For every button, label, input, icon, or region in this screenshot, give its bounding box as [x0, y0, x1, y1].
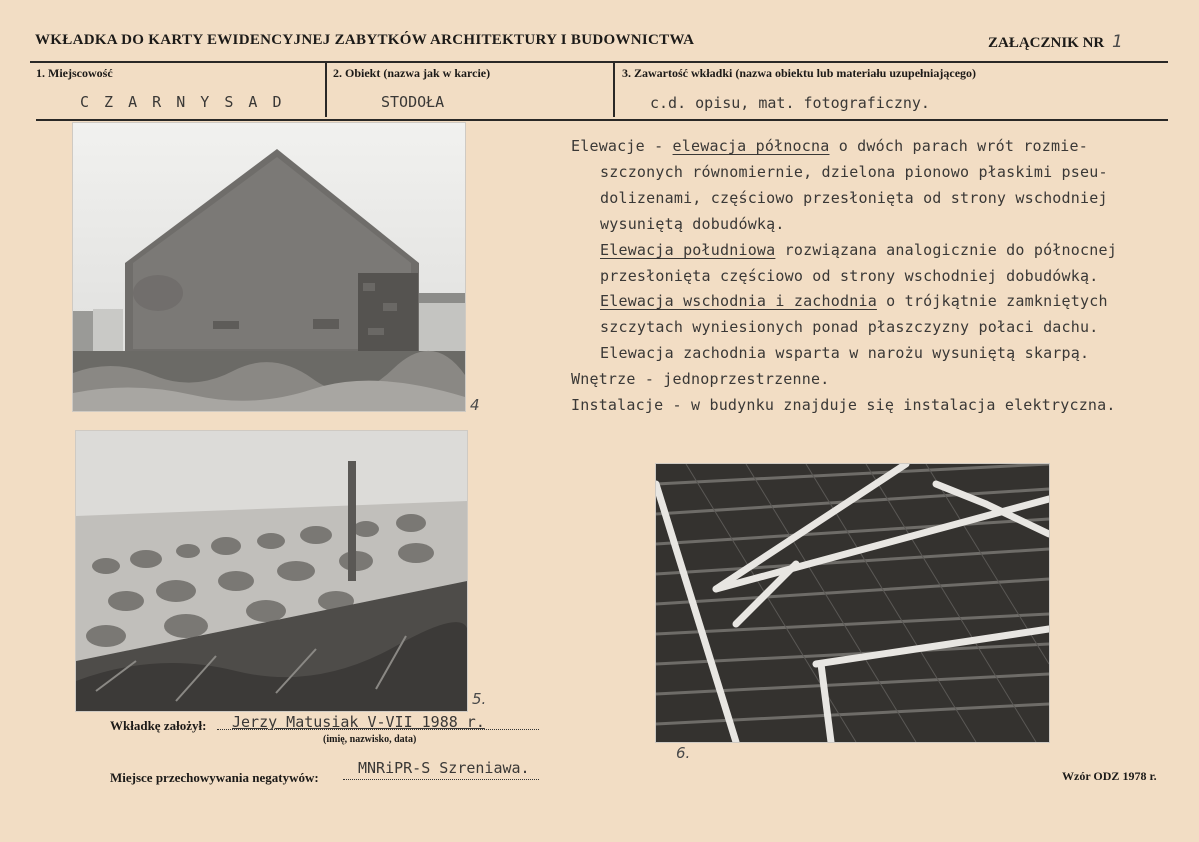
place-value: C Z A R N Y S A D: [80, 93, 285, 111]
desc-line-1: [571, 137, 1088, 155]
object-value: STODOŁA: [381, 93, 445, 111]
desc-north-elevation: elewacja północna: [672, 137, 830, 155]
founder-label: Wkładkę założył:: [110, 718, 207, 733]
photo-3-number: 6.: [676, 744, 691, 762]
desc-line-1-a: Elewacje -: [571, 137, 673, 155]
photo-foundation-wall: [75, 430, 468, 712]
roof-truss-illustration: [656, 464, 1049, 742]
photo-roof-truss: [655, 463, 1050, 743]
field-divider-2: [613, 62, 615, 117]
header-rule-bottom: [36, 119, 1168, 121]
desc-line-11: Instalacje - w budynku znajduje się instalacja elektryczna.: [571, 396, 1116, 414]
founder-hint: (imię, nazwisko, data): [323, 734, 417, 745]
desc-line-7-b: o trójkątnie zamkniętych: [876, 292, 1108, 310]
desc-line-6: przesłonięta częściowo od strony wschodniej dobudówką.: [600, 267, 1099, 285]
desc-line-1-b: o dwóch parach wrót rozmie-: [829, 137, 1088, 155]
desc-line-7: [600, 292, 1108, 310]
desc-line-8: szczytach wyniesionych ponad płaszczyzny połaci dachu.: [600, 318, 1099, 336]
attachment-label-text: ZAŁĄCZNIK NR: [988, 35, 1105, 51]
desc-south-elevation: Elewacja południowa: [600, 241, 776, 259]
content-value: c.d. opisu, mat. fotograficzny.: [650, 94, 930, 112]
barn-gable-illustration: [73, 123, 465, 411]
desc-east-west-elevation: Elewacja wschodnia i zachodnia: [600, 292, 877, 310]
photo-1-number: 4: [470, 396, 480, 414]
desc-line-9: Elewacja zachodnia wsparta w narożu wysuniętą skarpą.: [600, 344, 1090, 362]
attachment-number: 1: [1112, 32, 1123, 52]
negatives-label: Miejsce przechowywania negatywów:: [110, 770, 319, 785]
header-rule-top: [30, 61, 1168, 63]
desc-line-5-b: rozwiązana analogicznie do północnej: [775, 241, 1117, 259]
desc-line-2: szczonych równomiernie, dzielona pionowo płaskimi pseu-: [600, 163, 1108, 181]
document-title: WKŁADKA DO KARTY EWIDENCYJNEJ ZABYTKÓW ARCHITEKTURY I BUDOWNICTWA: [35, 32, 695, 48]
founder-value: Jerzy Matusiak V-VII 1988 r.: [232, 713, 485, 731]
place-label: 1. Miejscowość: [36, 66, 113, 80]
photo-2-number: 5.: [472, 690, 487, 708]
negatives-dotted-line: [343, 779, 539, 780]
content-label: 3. Zawartość wkładki (nazwa obiektu lub materiału uzupełniającego): [622, 66, 977, 80]
object-label: 2. Obiekt (nazwa jak w karcie): [333, 66, 491, 80]
desc-line-5: [600, 241, 1117, 259]
form-code: Wzór ODZ 1978 r.: [1062, 769, 1157, 783]
desc-line-3: dolizenami, częściowo przesłonięta od strony wschodniej: [600, 189, 1108, 207]
photo-barn-gable: [72, 122, 466, 412]
negatives-value: MNRiPR-S Szreniawa.: [358, 759, 530, 777]
field-divider-1: [325, 62, 327, 117]
attachment-label: [988, 32, 1123, 52]
desc-line-10: Wnętrze - jednoprzestrzenne.: [571, 370, 830, 388]
desc-line-4: wysuniętą dobudówką.: [600, 215, 785, 233]
foundation-wall-illustration: [76, 431, 467, 711]
